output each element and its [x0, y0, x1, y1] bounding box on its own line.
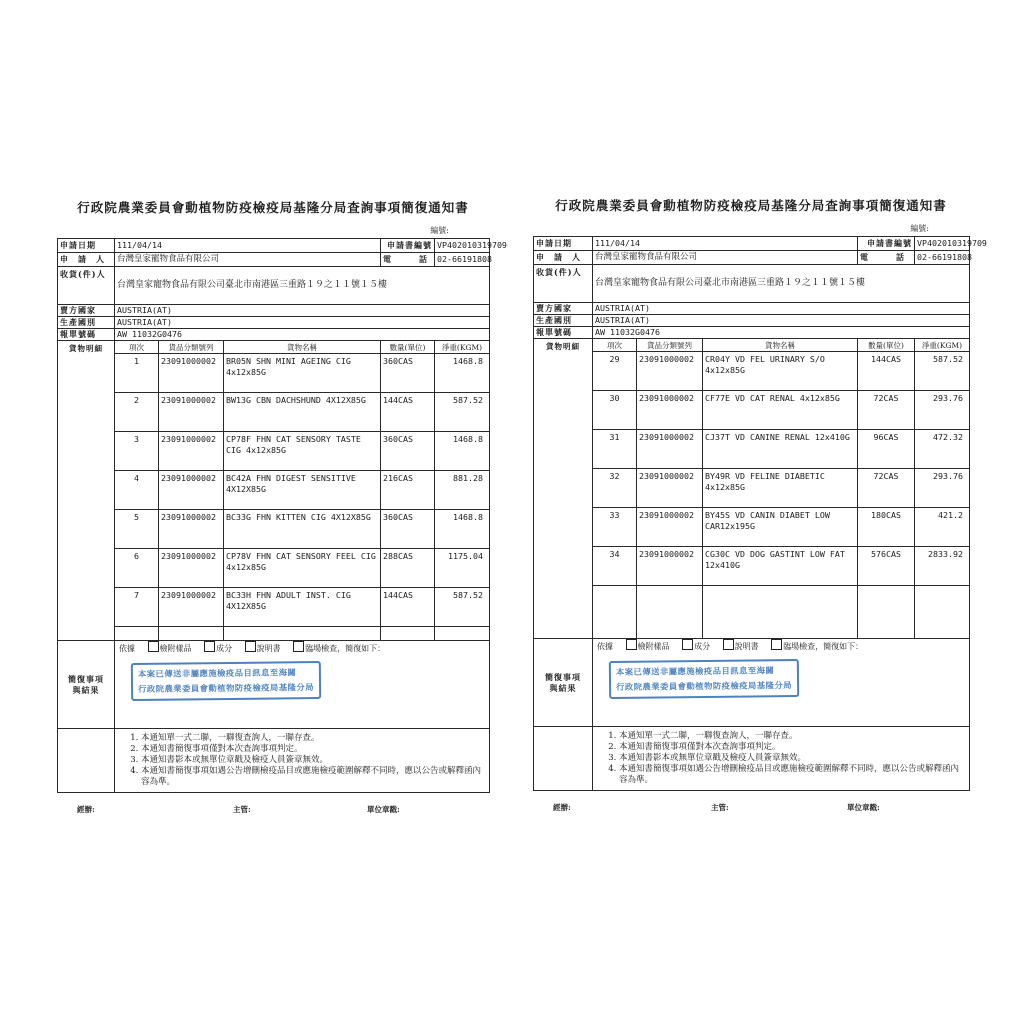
handler-label: 經辦:	[553, 803, 571, 812]
item-no: 29	[593, 352, 637, 391]
apply-date-label: 申請日期	[58, 239, 115, 253]
doc-number-label: 編號:	[430, 226, 449, 235]
item-qty: 96CAS	[858, 430, 915, 469]
item-qty: 360CAS	[381, 432, 435, 471]
col-item-no: 項次	[115, 341, 159, 354]
item-no: 2	[115, 393, 159, 432]
item-weight: 472.32	[915, 430, 970, 469]
item-no: 32	[593, 469, 637, 508]
item-hs: 23091000002	[159, 510, 224, 549]
item-hs: 23091000002	[637, 469, 703, 508]
form-table	[533, 236, 987, 791]
origin-country-value: AUSTRIA(AT)	[593, 315, 970, 327]
option-ingredient-label: 成分	[216, 644, 233, 653]
item-qty: 576CAS	[858, 547, 915, 586]
option-sample-label: 檢附樣品	[637, 642, 670, 651]
table-row	[58, 510, 490, 549]
note-item: 2. 本通知書簡復事項僅對本次查詢事項判定。	[619, 742, 963, 753]
checkbox-sample[interactable]	[626, 639, 637, 650]
col-net-weight: 淨重(KGM)	[915, 339, 970, 352]
item-name: CR04Y VD FEL URINARY S/O 4x12x85G	[703, 352, 858, 391]
table-row	[534, 508, 970, 547]
checkbox-onsite[interactable]	[293, 641, 304, 652]
item-no: 4	[115, 471, 159, 510]
item-weight: 1468.8	[435, 510, 490, 549]
supervisor-label: 主管:	[711, 803, 729, 812]
apply-date-value: 111/04/14	[593, 237, 858, 251]
item-qty: 144CAS	[858, 352, 915, 391]
item-no: 7	[115, 588, 159, 627]
table-row	[58, 549, 490, 588]
reply-result-label: 簡復事項 與結果	[58, 641, 115, 729]
item-hs: 23091000002	[637, 547, 703, 586]
stamp-line-2: 行政院農業委員會動植物防疫檢疫局基隆分局	[616, 680, 793, 692]
item-name: CP78V FHN CAT SENSORY FEEL CIG 4x12x85G	[224, 549, 381, 588]
origin-country-label: 生產國別	[534, 315, 593, 327]
item-hs: 23091000002	[159, 354, 224, 393]
item-weight: 1468.8	[435, 432, 490, 471]
note-item: 1. 本通知單一式二聯，一聯復查詢人，一聯存查。	[619, 731, 963, 742]
col-hs-code: 貨品分類號列	[637, 339, 703, 352]
stamp-line-2: 行政院農業委員會動植物防疫檢疫局基隆分局	[138, 682, 315, 694]
table-row	[534, 469, 970, 508]
option-onsite-label: 臨場檢查	[783, 642, 816, 651]
customs-no-value: AW 11032G0476	[593, 327, 970, 339]
note-item: 4. 本通知書簡復事項如遇公告增刪檢疫品目或應施檢疫範圍解釋不同時，應以公告或解釋函內容為準。	[619, 764, 963, 786]
item-hs: 23091000002	[159, 549, 224, 588]
apply-date-value: 111/04/14	[115, 239, 381, 253]
table-row	[534, 391, 970, 430]
item-hs: 23091000002	[159, 471, 224, 510]
goods-detail-label: 貨物明細	[58, 341, 115, 641]
supervisor-label: 主管:	[233, 805, 251, 814]
item-hs: 23091000002	[159, 432, 224, 471]
item-weight: 587.52	[435, 393, 490, 432]
item-weight: 1468.8	[435, 354, 490, 393]
application-no-value: VP402010319709	[915, 237, 970, 251]
checkbox-manual[interactable]	[245, 641, 256, 652]
option-manual-label: 說明書	[256, 644, 281, 653]
table-row	[58, 393, 490, 432]
basis-line	[593, 639, 969, 652]
item-qty: 180CAS	[858, 508, 915, 547]
item-name: BY49R VD FELINE DIABETIC 4x12x85G	[703, 469, 858, 508]
option-onsite-label: 臨場檢查	[305, 644, 338, 653]
item-name: CG30C VD DOG GASTINT LOW FAT 12x410G	[703, 547, 858, 586]
seller-country-label: 賣方國家	[534, 303, 593, 315]
stamp-line-1: 本案已傳送非屬應施檢疫品目訊息至海關	[615, 665, 775, 677]
seller-country-value: AUSTRIA(AT)	[593, 303, 970, 315]
item-qty: 72CAS	[858, 391, 915, 430]
item-name: BC33H FHN ADULT INST. CIG 4X12X85G	[224, 588, 381, 627]
item-no: 5	[115, 510, 159, 549]
note-item: 1. 本通知單一式二聯，一聯復查詢人，一聯存查。	[141, 733, 483, 744]
note-item: 3. 本通知書影本或無單位章戳及檢疫人員簽章無效。	[619, 753, 963, 764]
item-qty: 216CAS	[381, 471, 435, 510]
notes	[115, 729, 490, 793]
table-row	[534, 352, 970, 391]
note-item: 2. 本通知書簡復事項僅對本次查詢事項判定。	[141, 744, 483, 755]
notes	[593, 727, 970, 791]
basis-line	[115, 641, 489, 654]
item-name: BR05N SHN MINI AGEING CIG 4x12x85G	[224, 354, 381, 393]
seller-country-label: 賣方國家	[58, 305, 115, 317]
item-qty: 144CAS	[381, 588, 435, 627]
table-row	[58, 471, 490, 510]
item-no: 33	[593, 508, 637, 547]
basis-label: 依據	[119, 644, 135, 653]
official-stamp	[131, 661, 321, 701]
application-no-label: 申請書編號	[858, 237, 915, 251]
item-name: CP78F FHN CAT SENSORY TASTE CIG 4x12x85G	[224, 432, 381, 471]
handler-label: 經辦:	[77, 805, 95, 814]
col-item-no: 項次	[593, 339, 637, 352]
customs-no-label: 報單號碼	[534, 327, 593, 339]
table-row	[534, 547, 970, 586]
customs-no-value: AW 11032G0476	[115, 329, 490, 341]
applicant-label: 申 請 人	[534, 251, 593, 265]
item-hs: 23091000002	[637, 430, 703, 469]
checkbox-ingredient[interactable]	[682, 639, 693, 650]
form-title: 行政院農業委員會動植物防疫檢疫局基隆分局查詢事項簡復通知書	[77, 200, 469, 215]
item-hs: 23091000002	[637, 352, 703, 391]
receiver-label: 收貨(件)人	[534, 265, 593, 303]
col-quantity: 數量(單位)	[381, 341, 435, 354]
checkbox-sample[interactable]	[148, 641, 159, 652]
item-name: BY45S VD CANIN DIABET LOW CAR12x195G	[703, 508, 858, 547]
item-weight: 421.2	[915, 508, 970, 547]
item-weight: 587.52	[915, 352, 970, 391]
option-ingredient-label: 成分	[694, 642, 711, 651]
basis-suffix: ，簡復如下：	[815, 642, 864, 651]
reply-result-label: 簡復事項 與結果	[534, 639, 593, 727]
unit-stamp-label: 單位章戳:	[367, 805, 400, 814]
item-name: CF77E VD CAT RENAL 4x12x85G	[703, 391, 858, 430]
checkbox-ingredient[interactable]	[204, 641, 215, 652]
table-row	[58, 588, 490, 627]
item-hs: 23091000002	[637, 391, 703, 430]
item-weight: 1175.04	[435, 549, 490, 588]
receiver-label: 收貨(件)人	[58, 267, 115, 305]
item-weight: 2833.92	[915, 547, 970, 586]
item-no: 30	[593, 391, 637, 430]
applicant-value: 台灣皇家寵物食品有限公司	[115, 253, 381, 267]
item-hs: 23091000002	[637, 508, 703, 547]
item-qty: 144CAS	[381, 393, 435, 432]
origin-country-value: AUSTRIA(AT)	[115, 317, 490, 329]
basis-label: 依據	[597, 642, 613, 651]
application-no-value: VP402010319709	[435, 239, 490, 253]
note-item: 4. 本通知書簡復事項如遇公告增刪檢疫品目或應施檢疫範圍解釋不同時，應以公告或解釋函內容為準。	[141, 766, 483, 788]
origin-country-label: 生產國別	[58, 317, 115, 329]
receiver-value: 台灣皇家寵物食品有限公司臺北市南港區三重路１９之１１號１５樓	[115, 267, 490, 305]
item-qty: 360CAS	[381, 354, 435, 393]
phone-value: 02-66191808	[435, 253, 490, 267]
stamp-line-1: 本案已傳送非屬應施檢疫品目訊息至海關	[137, 667, 297, 679]
basis-suffix: ，簡復如下：	[337, 644, 386, 653]
col-net-weight: 淨重(KGM)	[435, 341, 490, 354]
item-name: BC33G FHN KITTEN CIG 4X12X85G	[224, 510, 381, 549]
item-name: BW13G CBN DACHSHUND 4X12X85G	[224, 393, 381, 432]
doc-number-label: 編號:	[910, 224, 929, 233]
inspection-reply-form-right	[533, 190, 987, 820]
item-weight: 881.28	[435, 471, 490, 510]
customs-no-label: 報單號碼	[58, 329, 115, 341]
phone-label: 電 話	[381, 253, 435, 267]
checkbox-onsite[interactable]	[771, 639, 782, 650]
application-no-label: 申請書編號	[381, 239, 435, 253]
item-no: 6	[115, 549, 159, 588]
col-goods-name: 貨物名稱	[703, 339, 858, 352]
applicant-value: 台灣皇家寵物食品有限公司	[593, 251, 858, 265]
item-name: CJ37T VD CANINE RENAL 12x410G	[703, 430, 858, 469]
option-sample-label: 檢附樣品	[159, 644, 192, 653]
official-stamp	[609, 659, 799, 699]
item-hs: 23091000002	[159, 588, 224, 627]
inspection-reply-form-left	[57, 192, 507, 822]
note-item: 3. 本通知書影本或無單位章戳及檢疫人員簽章無效。	[141, 755, 483, 766]
item-weight: 587.52	[435, 588, 490, 627]
col-hs-code: 貨品分類號列	[159, 341, 224, 354]
item-qty: 288CAS	[381, 549, 435, 588]
item-weight: 293.76	[915, 469, 970, 508]
item-no: 3	[115, 432, 159, 471]
item-no: 31	[593, 430, 637, 469]
table-row	[58, 354, 490, 393]
form-table	[57, 238, 507, 793]
checkbox-manual[interactable]	[723, 639, 734, 650]
item-name: BC42A FHN DIGEST SENSITIVE 4X12X85G	[224, 471, 381, 510]
item-weight: 293.76	[915, 391, 970, 430]
receiver-value: 台灣皇家寵物食品有限公司臺北市南港區三重路１９之１１號１５樓	[593, 265, 970, 303]
applicant-label: 申 請 人	[58, 253, 115, 267]
seller-country-value: AUSTRIA(AT)	[115, 305, 490, 317]
item-no: 1	[115, 354, 159, 393]
col-quantity: 數量(單位)	[858, 339, 915, 352]
table-row	[534, 430, 970, 469]
col-goods-name: 貨物名稱	[224, 341, 381, 354]
item-qty: 72CAS	[858, 469, 915, 508]
form-title: 行政院農業委員會動植物防疫檢疫局基隆分局查詢事項簡復通知書	[555, 198, 947, 213]
unit-stamp-label: 單位章戳:	[847, 803, 880, 812]
item-qty: 360CAS	[381, 510, 435, 549]
table-row	[58, 432, 490, 471]
apply-date-label: 申請日期	[534, 237, 593, 251]
item-hs: 23091000002	[159, 393, 224, 432]
phone-label: 電 話	[858, 251, 915, 265]
item-no: 34	[593, 547, 637, 586]
goods-detail-label: 貨物明細	[534, 339, 593, 639]
phone-value: 02-66191808	[915, 251, 970, 265]
option-manual-label: 說明書	[734, 642, 759, 651]
